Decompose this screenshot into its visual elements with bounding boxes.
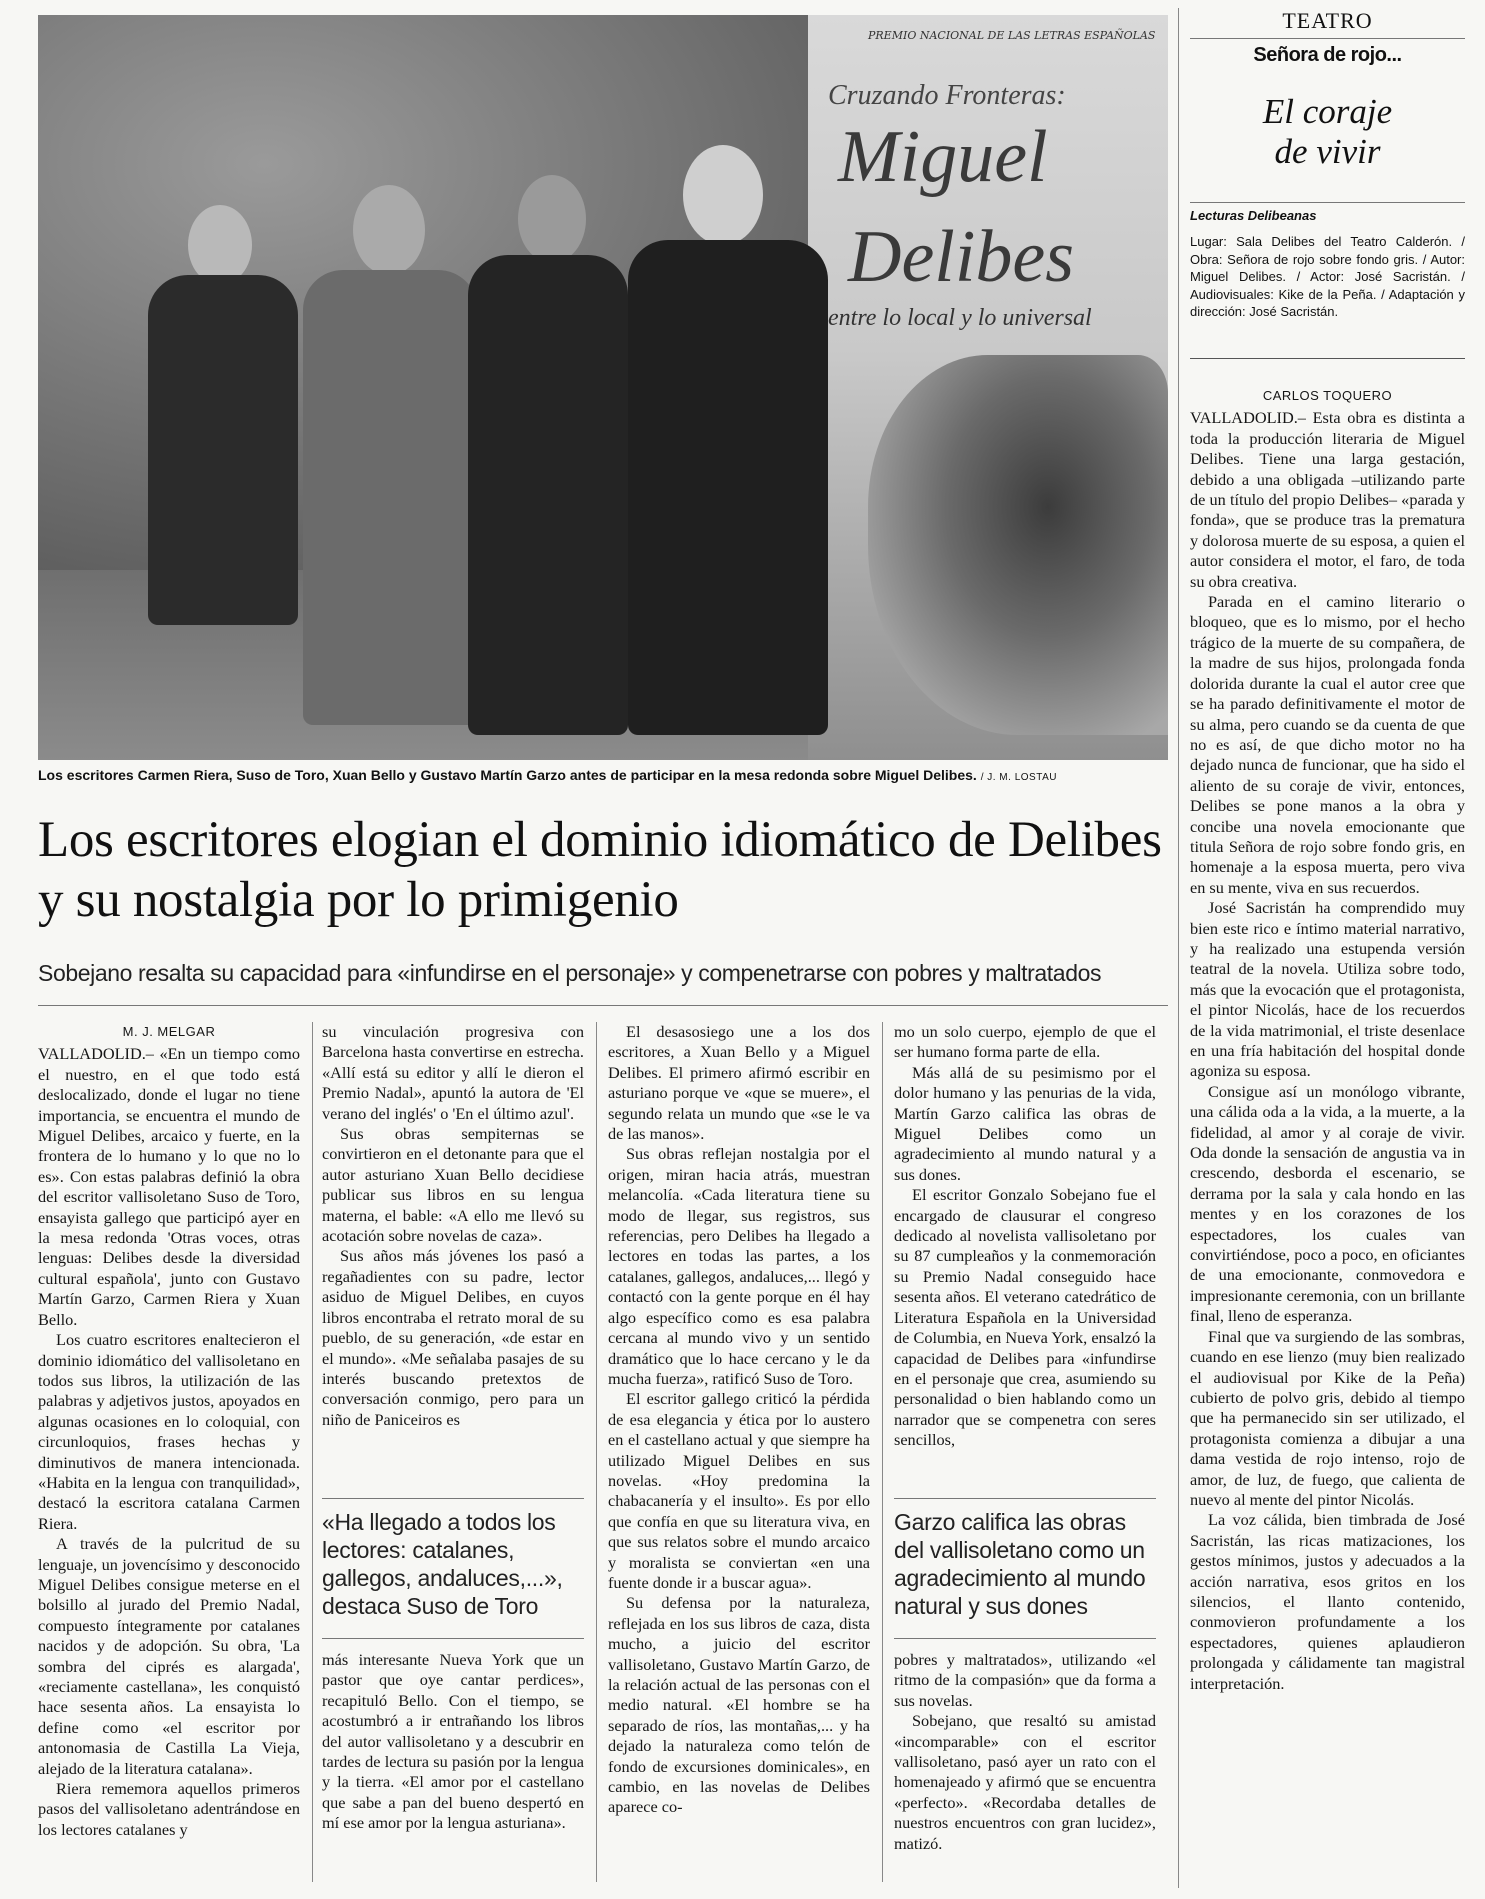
sidebar-paragraph: Parada en el camino literario o bloqueo, que es lo mismo, por el hecho trágico de la muerte de su compañera, de la madre de sus hijos, prolongada fonda dolorida durante la cual el autor cree que se ha parado definitivamente el motor de su alma, pero cuando se da cuenta de que no es así, de que dicho motor no ha dejado nunca de funcionar, que ha sido el aliento de su coraje de vivir, entonces, Delibes se pone manos a la obra y concibe una novela emocionante que titula Señora de rojo sobre fondo gris, en homenaje a la esposa muerta, pero viva en su mente, viva en sus recuerdos. — [1190, 592, 1465, 897]
col2-paragraph: más interesante Nueva York que un pastor que oye cantar perdices», recapituló Bello. Con el tiempo, se acostumbró a ir entrañando los libros del autor vallisoletano y a descubrir en tardes de lectura su pasión por la lengua y la tierra. «El amor por el castellano que sabe a pan del bueno despertó en mí ese amor por la lengua asturiana». — [322, 1650, 584, 1833]
person-carmen-riera — [148, 205, 298, 625]
col3-paragraph: El escritor gallego criticó la pérdida de esa elegancia y ética por lo austero en el castellano actual y que siempre ha utilizado Miguel Delibes en sus novelas. «Hoy predomina la chabacanería y el insulto». Es por ello que confía en que su literatura viva, en que sus relatos sobre el mundo arcaico y moralista se conviertan «en una fuente donde ir a buscar agua». — [608, 1389, 870, 1592]
pull-quote-suso-de-toro: «Ha llegado a todos los lectores: catalanes, gallegos, andaluces,...», destaca Suso de Toro — [322, 1509, 563, 1619]
sidebar-divider — [1178, 8, 1179, 1888]
article-byline: M. J. MELGAR — [122, 1024, 216, 1039]
column-3 — [608, 1022, 870, 1818]
article-photo — [38, 15, 1168, 760]
col2-paragraph: su vinculación progresiva con Barcelona hasta convertirse en estrecha. «Allí está su editor y allí le dieron el Premio Nadal», apuntó la autora de 'El verano del inglés' o 'En el último azul'. — [322, 1022, 584, 1123]
column-divider — [882, 1022, 883, 1882]
sidebar-paragraph: VALLADOLID.– Esta obra es distinta a toda la producción literaria de Miguel Delibes. Tiene una larga gestación, debido a una obligada –utilizando parte de un título del propio Delibes– «parada y fonda», que se produce tras la prematura y dolorosa muerte de su esposa, a quien el autor considera el motor, el faro, de toda su obra creativa. — [1190, 408, 1465, 591]
col4-paragraph: Más allá de su pesimismo por el dolor humano y las penurias de la vida, Martín Garzo califica las obras de Miguel Delibes como un agradecimiento al mundo natural y a sus dones. — [894, 1062, 1156, 1184]
pull-quote-rule-top — [894, 1498, 1156, 1499]
col4-paragraph: El escritor Gonzalo Sobejano fue el encargado de clausurar el congreso dedicado al novelista vallisoletano por su 87 cumpleaños y la conmemoración su Premio Nadal conseguido hace sesenta años. El veterano catedrático de Literatura Española en la Universidad de Columbia, en Nueva York, ensalzó la capacidad de Delibes para «infundirse en el personaje que crea, asumiendo su personalidad o bien hablando como un narrador que se compenetra con seres sencillos, — [894, 1185, 1156, 1450]
poster-line2: Miguel — [838, 116, 1048, 198]
poster-line4: entre lo local y lo universal — [828, 305, 1092, 331]
sidebar-info-rule — [1190, 358, 1465, 359]
column-divider — [596, 1022, 597, 1882]
article-headline: Los escritores elogian el dominio idiomático de Delibes y su nostalgia por lo primigenio — [38, 812, 1162, 928]
sidebar-label: Lecturas Delibeanas — [1190, 208, 1317, 223]
column-4a — [894, 1022, 1156, 1451]
article-subhead: Sobejano resalta su capacidad para «infundirse en el personaje» y compenetrarse con pobres y maltratados — [38, 960, 1102, 986]
sidebar-paragraph: Final que va surgiendo de las sombras, cuando en ese lienzo (muy bien realizado el audiovisual por Kike de la Peña) cubierto de polvo gris, debido al tiempo que ha permanecido sin ser utilizado, el protagonista comienza a dibujar a una dama vestida de rojo intenso, rojo de amor, de luz, de fuego, que calienta de nuevo al mente del pintor Nicolás. — [1190, 1326, 1465, 1509]
sidebar-title-line1: El coraje — [1262, 92, 1393, 131]
col3-paragraph: El desasosiego une a los dos escritores, a Xuan Bello y a Miguel Delibes. El primero afirmó escribir en asturiano porque ve «que se muere», el segundo relata un mundo que «se le va de las manos». — [608, 1022, 870, 1144]
sidebar-byline: CARLOS TOQUERO — [1262, 388, 1393, 403]
col1-paragraph: A través de la pulcritud de su lenguaje, un jovencísimo y desconocido Miguel Delibes consigue meterse en el bolsillo al jurado del Premio Nadal, compuesto íntegramente por catalanes nacidos y de adopción. Su obra, 'La sombra del ciprés es alargada', «reciamente castellana», les conquistó hace sesenta años. La ensayista lo define como «el escritor por antonomasia de Castilla La Vieja, alejado de la literatura catalana». — [38, 1534, 300, 1778]
poster-line3: Delibes — [848, 216, 1075, 298]
col3-paragraph: Sus obras reflejan nostalgia por el origen, miran hacia atrás, muestran melancolía. «Cada literatura tiene su modo de llegar, sus registros, sus referencias, pero Delibes ha llegado a lectores en todas las partes, a los catalanes, gallegos, andaluces,... llegó y contactó con la gente porque en él hay algo específico como es esa palabra cercana al mundo vivo y un sentido dramático que lo hace cercano y le da mucha fuerza», ratificó Suso de Toro. — [608, 1144, 870, 1388]
sidebar-paragraph: José Sacristán ha comprendido muy bien este rico e íntimo material narrativo, y ha realizado una estupenda versión teatral de la novela. Utiliza sobre todo, más que la evocación que el protagonista, el pintor Nicolás, hace de los recuerdos de la vida matrimonial, el triste desenlace en una fría habitación del hospital donde agoniza su esposa. — [1190, 898, 1465, 1081]
col1-paragraph: Riera rememora aquellos primeros pasos del vallisoletano adentrándose en los lectores catalanes y — [38, 1779, 300, 1839]
sidebar-category-rule — [1190, 38, 1465, 39]
sidebar-title-line2: de vivir — [1274, 132, 1381, 171]
column-2a — [322, 1022, 584, 1430]
column-2b — [322, 1650, 584, 1834]
pull-quote-rule-bottom — [894, 1638, 1156, 1639]
pull-quote-rule-bottom — [322, 1638, 584, 1639]
sidebar-paragraph: Consigue así un monólogo vibrante, una cálida oda a la vida, a la muerte, a la fidelidad, al amor y al coraje de vivir. Oda donde la sensación de angustia va in crescendo, desborda el escenario, se derrama por la sala y cala hondo en las mentes y en los corazones de los espectadores, los cuales van convirtiéndose, poco a poco, en oficiantes de una emocionante, conmovedora e impresionante ceremonia, con un brillante final, lleno de esperanza. — [1190, 1081, 1465, 1326]
sidebar-column — [1190, 386, 1465, 1694]
pull-quote-rule-top — [322, 1498, 584, 1499]
column-4b — [894, 1650, 1156, 1854]
person-suso-de-toro — [303, 185, 478, 725]
caption-text: Los escritores Carmen Riera, Suso de Toro, Xuan Bello y Gustavo Martín Garzo antes de participar en la mesa redonda sobre Miguel Delibes. — [38, 767, 977, 783]
sidebar-title — [1190, 92, 1465, 172]
column-divider — [312, 1022, 313, 1882]
sidebar-paragraph: La voz cálida, bien timbrada de José Sacristán, las ricas matizaciones, los gestos mínimos, justos y adecuados a la acción narrativa, esos gritos en los silencios, el llanto contenido, conmovieron profundamente a los espectadores, quienes aplaudieron prolongada y cálidamente tan magistral interpretación. — [1190, 1510, 1465, 1693]
col1-paragraph: VALLADOLID.– «En un tiempo como el nuestro, en el que todo está deslocalizado, donde el lugar no tiene importancia, se encuentra el mundo de Miguel Delibes, arcaico y fuerte, en la frontera de lo humano y lo que no lo es». Con estas palabras definió la obra del escritor vallisoletano Suso de Toro, ensayista gallego que participó ayer en la mesa redonda 'Otras voces, otras lenguas: Delibes desde la diversidad cultural española', junto con Gustavo Martín Garzo, Carmen Riera y Xuan Bello. — [38, 1044, 300, 1329]
col3-paragraph: Su defensa por la naturaleza, reflejada en los sus libros de caza, dista mucho, a juicio del escritor vallisoletano, Gustavo Martín Garzo, de la relación actual de las personas con el medio natural. «El hombre se ha separado de ríos, las montañas,... y ha dejado la naturaleza como telón de fondo de excursiones dominicales», en cambio, en las novelas de Delibes aparece co- — [608, 1593, 870, 1817]
poster-portrait — [868, 355, 1168, 735]
column-1 — [38, 1022, 300, 1840]
sidebar-subtitle: Señora de rojo... — [1253, 44, 1402, 66]
col2-paragraph: Sus años más jóvenes los pasó a regañadientes con su padre, lector asiduo de Miguel Delibes, en cuyos libros encontraba el retrato moral de su pueblo, de su generación, «de estar en el mundo». «Me señalaba pasajes de su interés buscando pretextos de conversación conmigo, pero para un niño de Paniceiros es — [322, 1246, 584, 1429]
person-gustavo-martin-garzo — [628, 145, 828, 735]
subhead-rule — [38, 1005, 1168, 1006]
col4-paragraph: mo un solo cuerpo, ejemplo de que el ser humano forma parte de ella. — [894, 1022, 1156, 1062]
sidebar-category: TEATRO — [1282, 8, 1373, 33]
poster-top-text: PREMIO NACIONAL DE LAS LETRAS ESPAÑOLAS — [868, 29, 1156, 42]
sidebar-title-rule — [1190, 202, 1465, 203]
col1-paragraph: Los cuatro escritores enaltecieron el dominio idiomático del vallisoletano en todos sus libros, la utilización de las palabras y adjetivos justos, apoyados en algunas ocasiones en lo coloquial, con circunloquios, frases hechas y diminutivos de manera intencionada. «Habita en la lengua con tranquilidad», destacó la escritora catalana Carmen Riera. — [38, 1330, 300, 1533]
col4-paragraph: pobres y maltratados», utilizando «el ritmo de la compasión» que da forma a sus novelas. — [894, 1650, 1156, 1710]
pull-quote-garzo: Garzo califica las obras del vallisoletano como un agradecimiento al mundo natural y sus dones — [894, 1509, 1146, 1619]
photo-credit: / J. M. LOSTAU — [980, 772, 1057, 783]
sidebar-info: Lugar: Sala Delibes del Teatro Calderón. / Obra: Señora de rojo sobre fondo gris. / Autor: Miguel Delibes. / Actor: José Sacristán. / Audiovisuales: Kike de la Peña. / Adaptación y dirección: José Sacristán. — [1190, 234, 1465, 319]
poster-line1: Cruzando Fronteras: — [828, 80, 1066, 111]
delibes-poster — [808, 15, 1168, 760]
person-xuan-bello — [468, 175, 628, 735]
col2-paragraph: Sus obras sempiternas se convirtieron en el detonante para que el autor asturiano Xuan Bello decidiese publicar sus libros en su lengua materna, el bable: «A ello me llevó su acotación sobre novelas de caza». — [322, 1124, 584, 1246]
photo-caption — [38, 767, 1057, 783]
col4-paragraph: Sobejano, que resaltó su amistad «incomparable» con el escritor vallisoletano, pasó ayer un rato con el homenajeado y afirmó que se encuentra «perfecto». «Recordaba detalles de nuestros encuentros con gran lucidez», matizó. — [894, 1711, 1156, 1853]
